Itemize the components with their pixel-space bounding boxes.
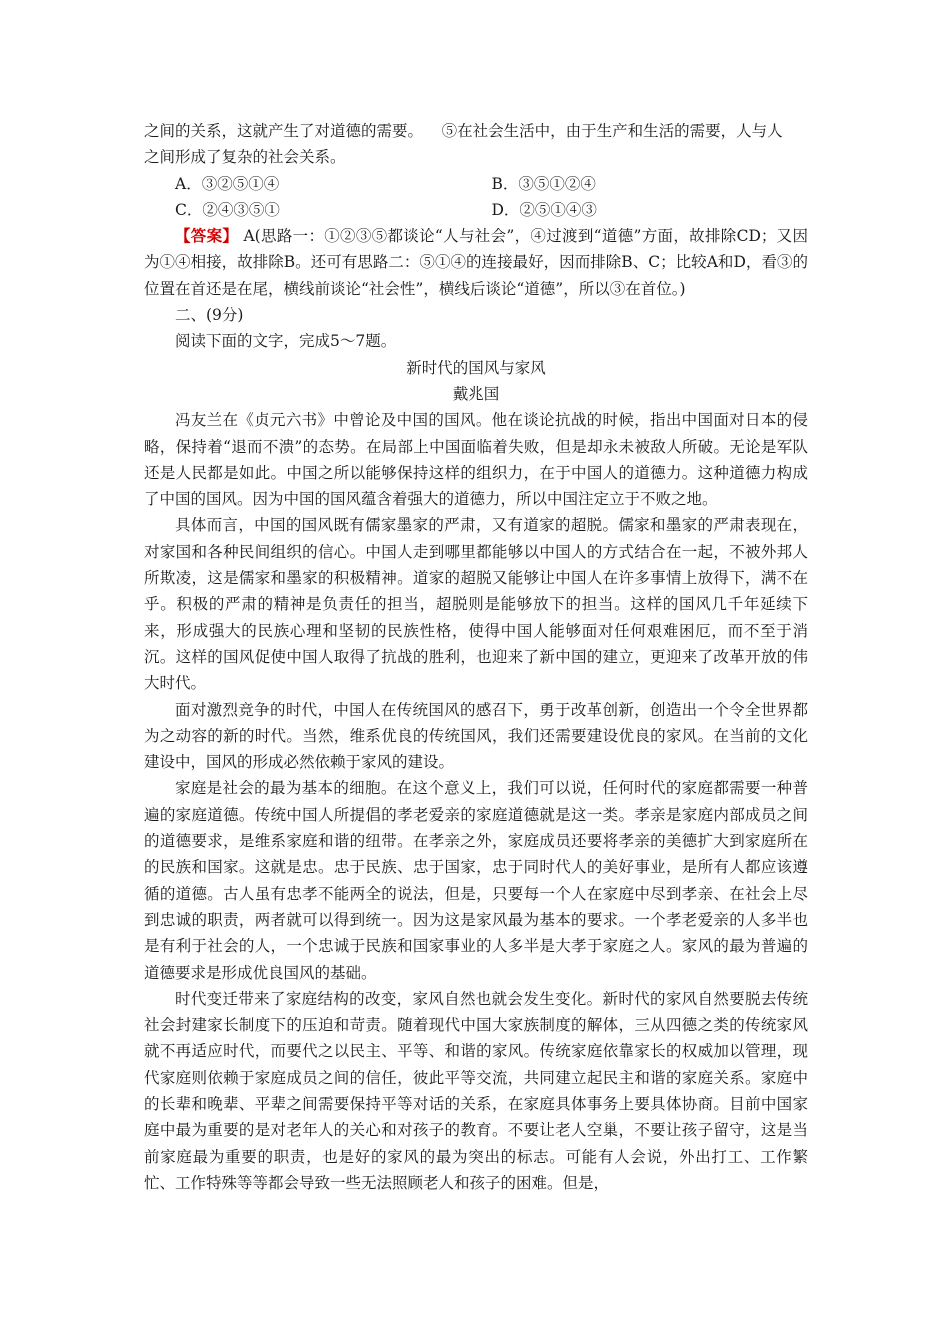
option-d: D．②⑤①④③ [491,200,597,219]
option-a: A．③②⑤①④ [175,174,280,193]
answer-options [144,171,808,224]
article-paragraph-3: 面对激烈竞争的时代，中国人在传统国风的感召下，勇于改革创新，创造出一个令全世界都为之动容的新的时代。当然，维系优良的传统国风，我们还需要建设优良的家风。在当前的文化建设中，国风的形成必然依赖于家风的建设。 [144,700,808,772]
question-tail-text-b: ⑤在社会生活中，由于生产和生活的需要，人与人 [441,122,783,140]
option-b: B．③⑤①②④ [491,174,596,193]
option-c: C．②④③⑤① [175,200,280,219]
section-heading: 二、(9分) [175,306,244,325]
answer-tag: 【答案】 [175,226,239,246]
answer-text: A(思路一：①②③⑤都谈论“人与社会”，④过渡到“道德”方面，故排除CD；又因为①④相接，故排除B。还可有思路二：⑤①④的连接最好，因而排除B、C；比较A和D，看③的位置在首还是在尾，横线前谈论“社会性”，横线后谈论“道德”，所以③在首位。) [144,227,808,298]
question-tail-line-2: 之间形成了复杂的社会关系。 [144,148,346,167]
document-page [144,118,808,1196]
article-title: 新时代的国风与家风 [406,358,546,377]
article-paragraph-4: 家庭是社会的最为基本的细胞。在这个意义上，我们可以说，任何时代的家庭都需要一种普遍的家庭道德。传统中国人所提倡的孝老爱亲的家庭道德就是这一类。孝亲是家庭内部成员之间的道德要求，是维系家庭和谐的纽带。在孝亲之外，家庭成员还要将孝亲的美德扩大到家庭所在的民族和国家。这就是忠。忠于民族、忠于国家，忠于同时代人的美好事业，是所有人都应该遵循的道德。古人虽有忠孝不能两全的说法，但是，只要每一个人在家庭中尽到孝亲、在社会上尽到忠诚的职责，两者就可以得到统一。因为这是家风最为基本的要求。一个孝老爱亲的人多半也是有利于社会的人，一个忠诚于民族和国家事业的人多半是大孝于家庭之人。家风的最为普遍的道德要求是形成优良国风的基础。 [144,779,808,982]
article-author: 戴兆国 [452,384,500,403]
article-paragraph-2: 具体而言，中国的国风既有儒家墨家的严肃，又有道家的超脱。儒家和墨家的严肃表现在，对家国和各种民间组织的信心。中国人走到哪里都能够以中国人的方式结合在一起，不被外邦人所欺凌，这是儒家和墨家的积极精神。道家的超脱又能够让中国人在许多事情上放得下，满不在乎。积极的严肃的精神是负责任的担当，超脱则是能够放下的担当。这样的国风几千年延续下来，形成强大的民族心理和坚韧的民族性格，使得中国人能够面对任何艰难困厄，而不至于消沉。这样的国风促使中国人取得了抗战的胜利，也迎来了新中国的建立，更迎来了改革开放的伟大时代。 [144,516,808,693]
answer-explanation [144,223,808,302]
section-instruction: 阅读下面的文字，完成5～7题。 [175,332,397,351]
article-paragraph-5: 时代变迁带来了家庭结构的改变，家风自然也就会发生变化。新时代的家风自然要脱去传统社会封建家长制度下的压迫和苛责。随着现代中国大家族制度的解体，三从四德之类的传统家风就不再适应时代，而要代之以民主、平等、和谐的家风。传统家庭依靠家长的权威加以管理，现代家庭则依赖于家庭成员之间的信任，彼此平等交流，共同建立起民主和谐的家庭关系。家庭中的长辈和晚辈、平辈之间需要保持平等对话的关系，在家庭具体事务上要具体协商。目前中国家庭中最为重要的是对老年人的关心和对孩子的教育。不要让老人空巢，不要让孩子留守，这是当前家庭最为重要的职责，也是好的家风的最为突出的标志。可能有人会说，外出打工、工作繁忙、工作特殊等等都会导致一些无法照顾老人和孩子的困难。但是， [144,989,808,1192]
article-paragraph-1: 冯友兰在《贞元六书》中曾论及中国的国风。他在谈论抗战的时候，指出中国面对日本的侵略，保持着“退而不溃”的态势。在局部上中国面临着失败，但是却永未被敌人所破。无论是军队还是人民都是如此。中国之所以能够保持这样的组织力，在于中国人的道德力。这种道德力构成了中国的国风。因为中国的国风蕴含着强大的道德力，所以中国注定立于不败之地。 [144,411,808,509]
question-tail-line-1 [144,118,808,144]
question-tail-text-a: 之间的关系，这就产生了对道德的需要。 [144,122,424,140]
